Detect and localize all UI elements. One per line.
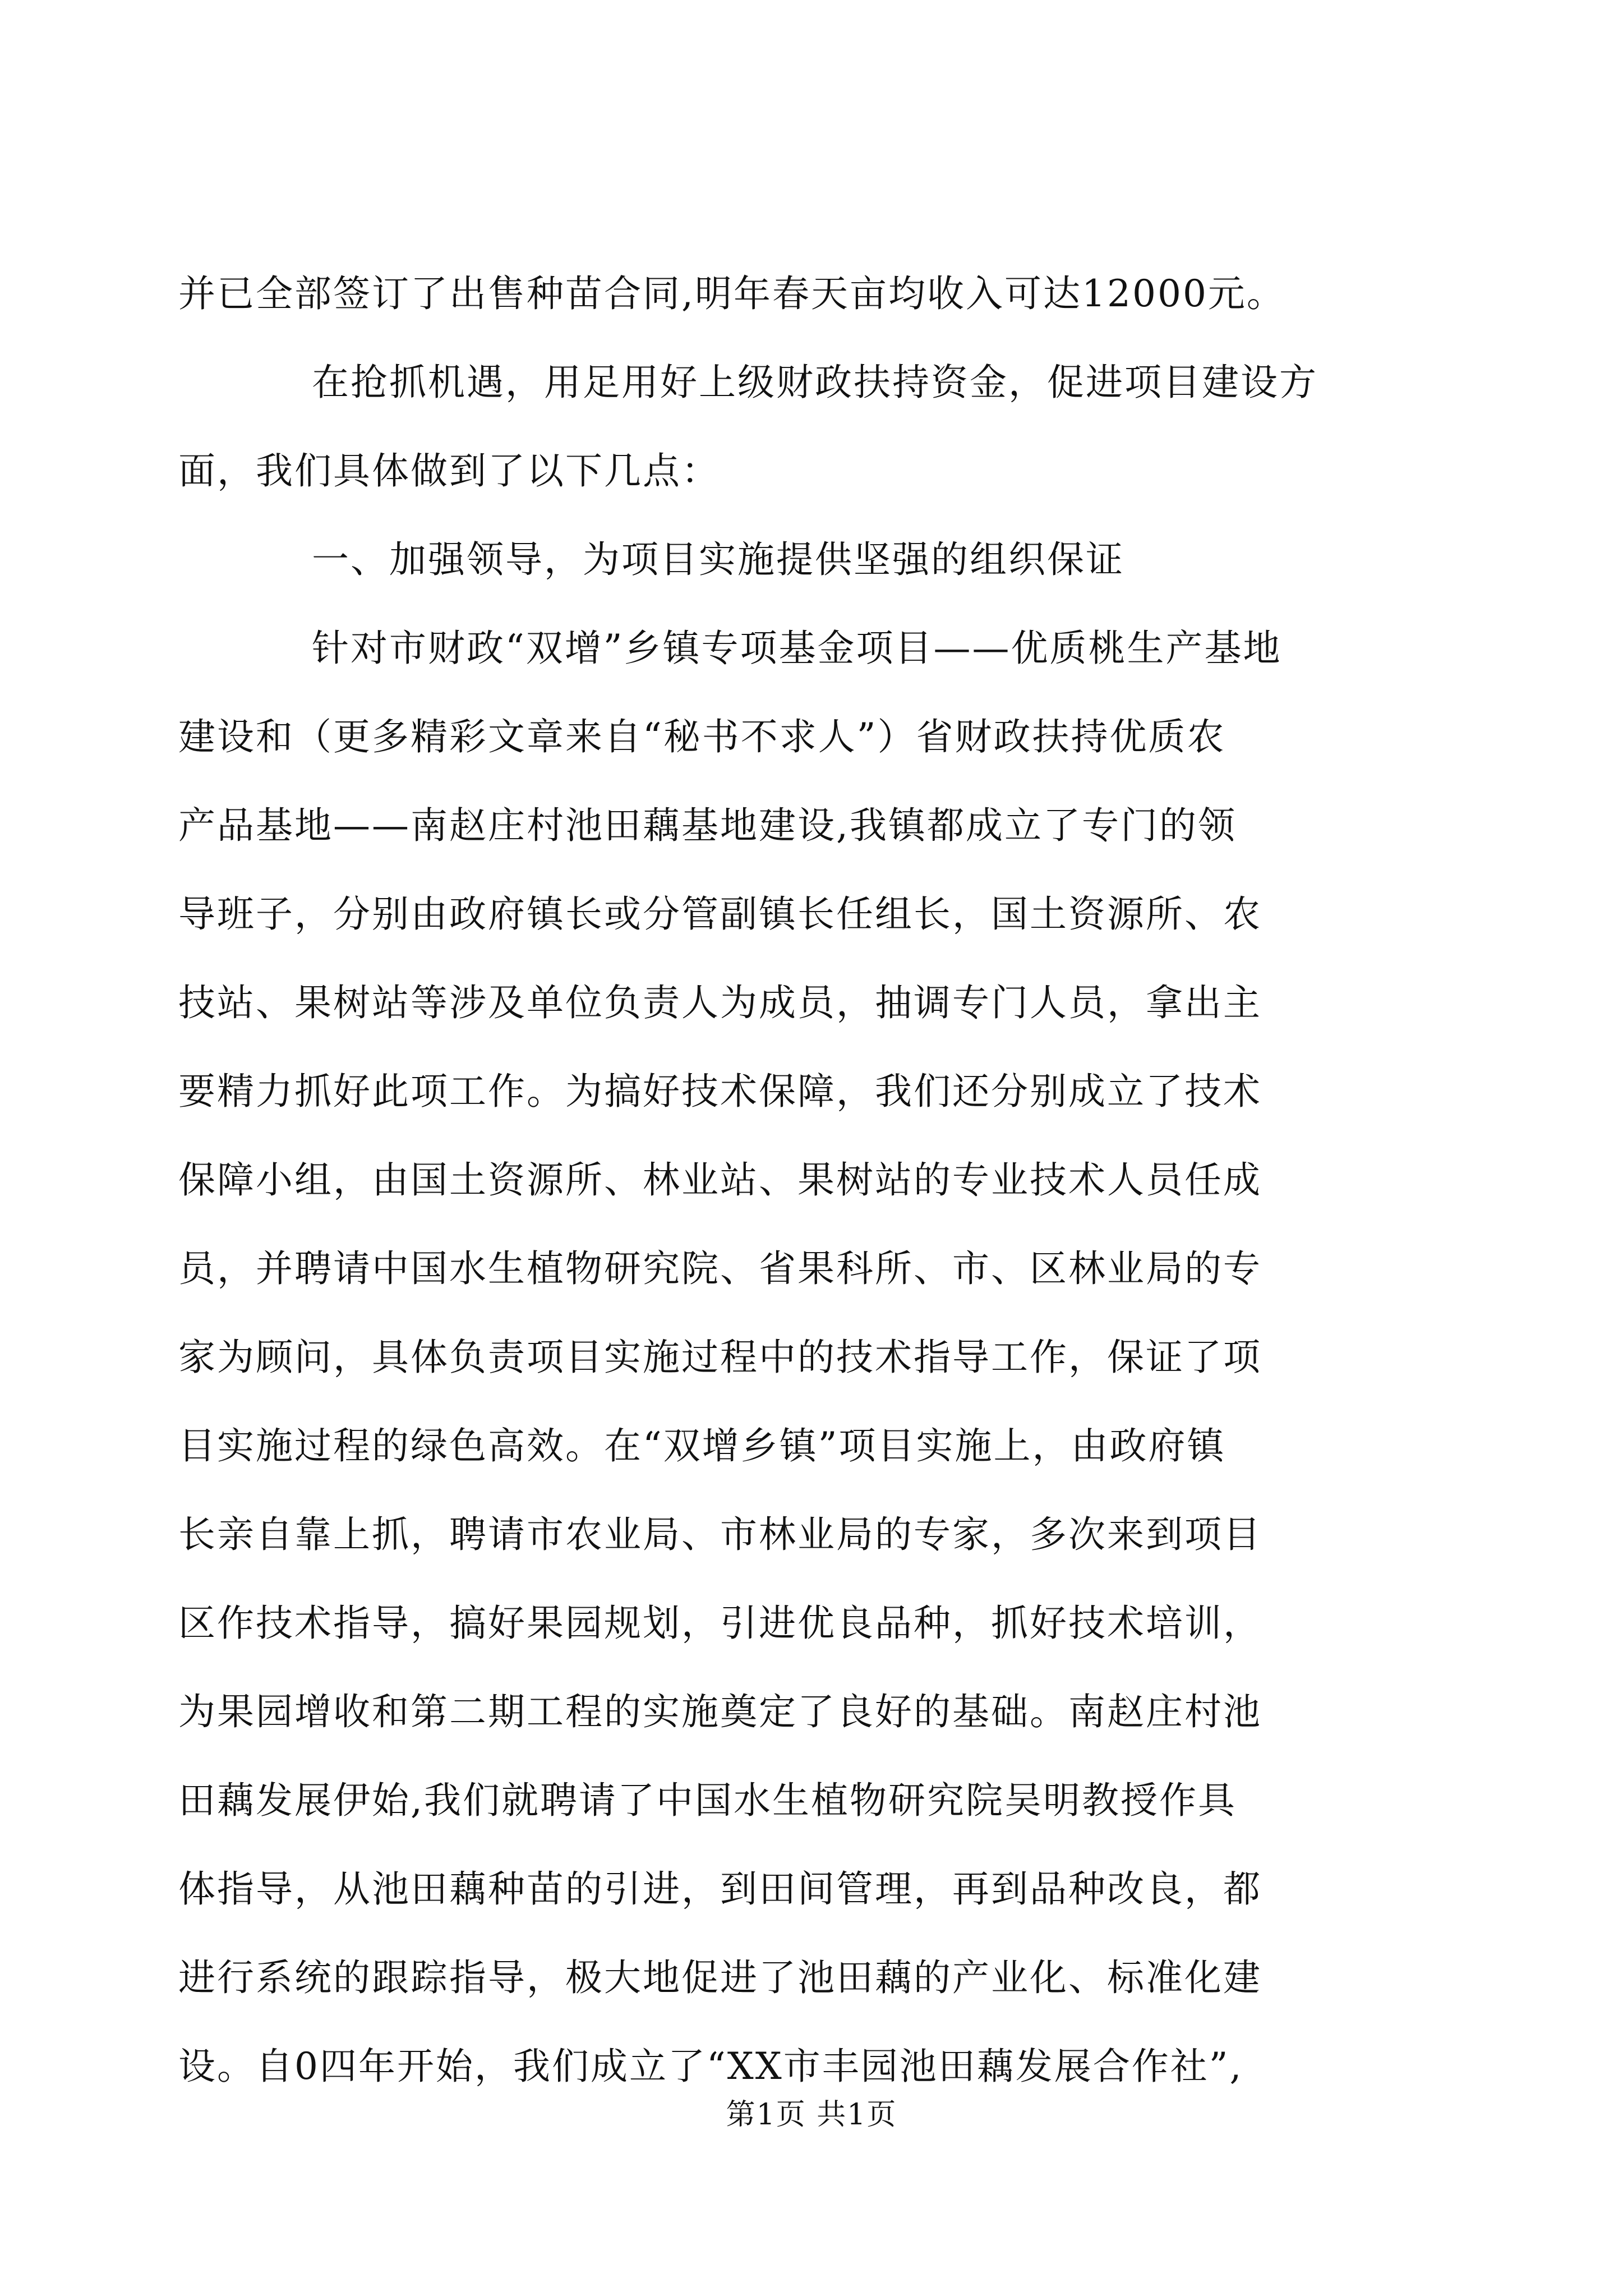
text-line: 在抢抓机遇，用足用好上级财政扶持资金，促进项目建设方 — [312, 361, 1318, 404]
page-footer: 第1页 共1页 — [726, 2098, 897, 2132]
document-body — [178, 250, 1435, 2111]
text-line: 家为顾问，具体负责项目实施过程中的技术指导工作，保证了项 — [178, 1336, 1262, 1379]
text-line: 要精力抓好此项工作。为搞好技术保障，我们还分别成立了技术 — [178, 1070, 1262, 1113]
text-line: 并已全部签订了出售种苗合同,明年春天亩均收入可达12000元。 — [178, 272, 1285, 315]
text-line: 导班子，分别由政府镇长或分管副镇长任组长，国土资源所、农 — [178, 892, 1262, 936]
text-line: 长亲自靠上抓，聘请市农业局、市林业局的专家，多次来到项目 — [178, 1513, 1262, 1556]
text-line: 一、加强领导，为项目实施提供坚强的组织保证 — [312, 538, 1124, 581]
text-line: 产品基地——南赵庄村池田藕基地建设,我镇都成立了专门的领 — [178, 804, 1237, 847]
text-line: 技站、果树站等涉及单位负责人为成员，抽调专门人员，拿出主 — [178, 981, 1262, 1024]
text-line: 为果园增收和第二期工程的实施奠定了良好的基础。南赵庄村池 — [178, 1690, 1262, 1733]
text-line: 面，我们具体做到了以下几点： — [178, 449, 720, 493]
text-line: 员，并聘请中国水生植物研究院、省果科所、市、区林业局的专 — [178, 1247, 1262, 1290]
text-line: 体指导，从池田藕种苗的引进，到田间管理，再到品种改良，都 — [178, 1867, 1262, 1911]
text-line: 进行系统的跟踪指导，极大地促进了池田藕的产业化、标准化建 — [178, 1956, 1262, 1999]
text-line: 田藕发展伊始,我们就聘请了中国水生植物研究院吴明教授作具 — [178, 1779, 1237, 1822]
text-line: 目实施过程的绿色高效。在“双增乡镇”项目实施上，由政府镇 — [178, 1424, 1226, 1467]
text-line: 建设和（更多精彩文章来自“秘书不求人”）省财政扶持优质农 — [178, 715, 1226, 758]
text-line: 设。自0四年开始，我们成立了“XX市丰园池田藕发展合作社”, — [178, 2045, 1243, 2088]
text-line: 保障小组，由国土资源所、林业站、果树站的专业技术人员任成 — [178, 1158, 1262, 1202]
text-line: 针对市财政“双增”乡镇专项基金项目——优质桃生产基地 — [312, 627, 1282, 670]
text-line: 区作技术指导，搞好果园规划，引进优良品种，抓好技术培训， — [178, 1602, 1262, 1645]
